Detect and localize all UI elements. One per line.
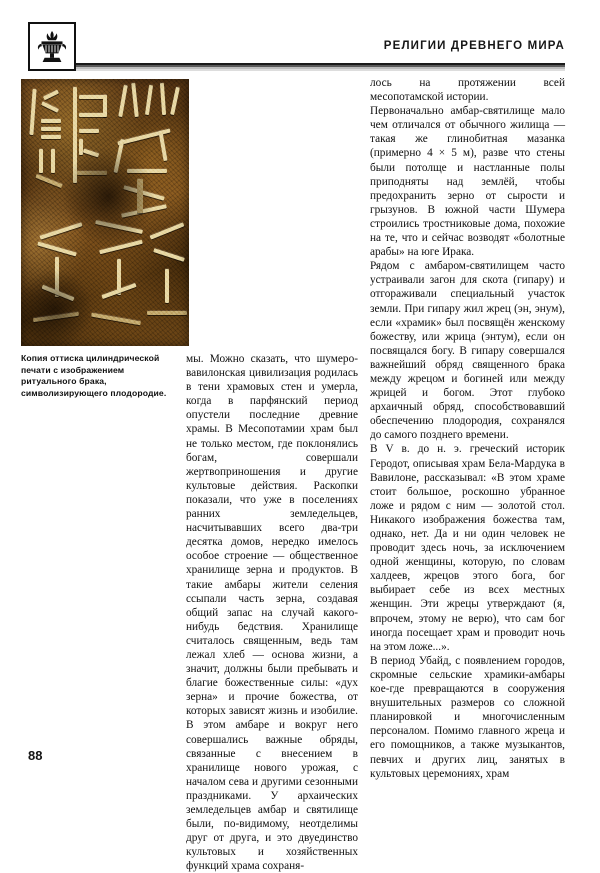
paragraph: Рядом с амбаром-святилищем часто устраивали загон для скота (гипару) и отгораживали специальный участок земли. При гипару жил жрец (эн, энум), если «храмик» был посвящён женскому божеству, или жрица (энтум), если он посвящался богу. В гипару совершался важнейший обряд священного брака между жрецом и богиней или между жрицей и богом. Этот глубоко архаичный обряд, способствовавший обеспечению плодородия, сохранялся до самого позднего времени. (370, 260, 565, 442)
paragraph: В V в. до н. э. греческий историк Геродот, описывая храм Бела-Мардука в Вавилоне, рассказывал: «В этом храме стоит большое, роскошно убранное ложе и рядом с ним — золотой стол. Никакого изображения божества там, однако, нет. Да и ни один человек не проводит здесь ночь, за исключением одной женщины, которую, по словам халдеев, жрецов этого бога, бог выбирает себе из всех местных женщин. Эти жрецы утверждают (я, впрочем, этому не верю), что сам бог иногда посещает храм и проводит ночь на этом ложе...». (370, 443, 565, 653)
header-emblem (28, 22, 76, 71)
flaming-urn-icon (35, 29, 69, 65)
paragraph: мы. Можно сказать, что шумеро-вавилонская цивилизация родилась в тени храмовых стен и умерла, когда в парфянский период опустели последние древние храмы. В Месопотамии храм был не только местом, где поклонялись богам, совершали жертвоприношения и другие культовые действия. Раскопки показали, что уже в поселениях ранних земледельцев, насчитывавших всего два-три десятка домов, нередко имелось особое строение — общественное хранилище зерна и продуктов. В такие амбары жители селения ссыпали часть зерна, создавая общий запас на случай какого-нибудь бедствия. Хранилище считалось священным, ведь там лежал хлеб — основа жизни, а значит, должны были пребывать и благие божественные силы: «дух зерна» и прочие божества, от которых зависят жизнь и изобилие. В этом амбаре и вокруг него совершались важные обряды, связанные с внесением в хранилище нового урожая, с началом сева и другими сезонными праздниками. У архаических земледельцев амбар и святилище были, по-видимому, неотделимы друг от друга, и это двуединство культовых и хозяйственных функций храма сохраня- (186, 353, 358, 873)
left-column-text (186, 352, 358, 873)
paragraph: Первоначально амбар-святилище мало чем отличался от обычного жилища — такая же глинобитная мазанка (примерно 4 × 5 м), разве что стены были потолще и настланные полы приподняты над землёй, чтобы предохранить зерно от сырости и грызунов. В южной части Шумера строились тростниковые дома, похожие на те, что и сейчас возводят «болотные арабы» на юге Ирака. (370, 105, 565, 259)
illustration-caption: Копия оттиска цилиндрической печати с изображением ритуального брака, символизирующего плодородие. (21, 353, 167, 398)
page-header (0, 0, 600, 72)
right-column-text (370, 76, 565, 781)
paragraph: В период Убайд, с появлением городов, скромные сельские храмики-амбары кое-где превращаются в сооружения внушительных размеров со сложной планировкой и многочисленным персоналом. Помимо главного жреца и его помощников, а также музыкантов, певчих и других лиц, занятых в культовых церемониях, храм (370, 654, 565, 780)
cylinder-seal-impression-image (21, 79, 189, 346)
page-title: РЕЛИГИИ ДРЕВНЕГО МИРА (383, 40, 565, 52)
paragraph: лось на протяжении всей месопотамской истории. (370, 77, 565, 104)
page-number: 88 (28, 748, 43, 763)
illustration-vignette (21, 79, 189, 346)
header-rule-shadow (76, 69, 565, 71)
